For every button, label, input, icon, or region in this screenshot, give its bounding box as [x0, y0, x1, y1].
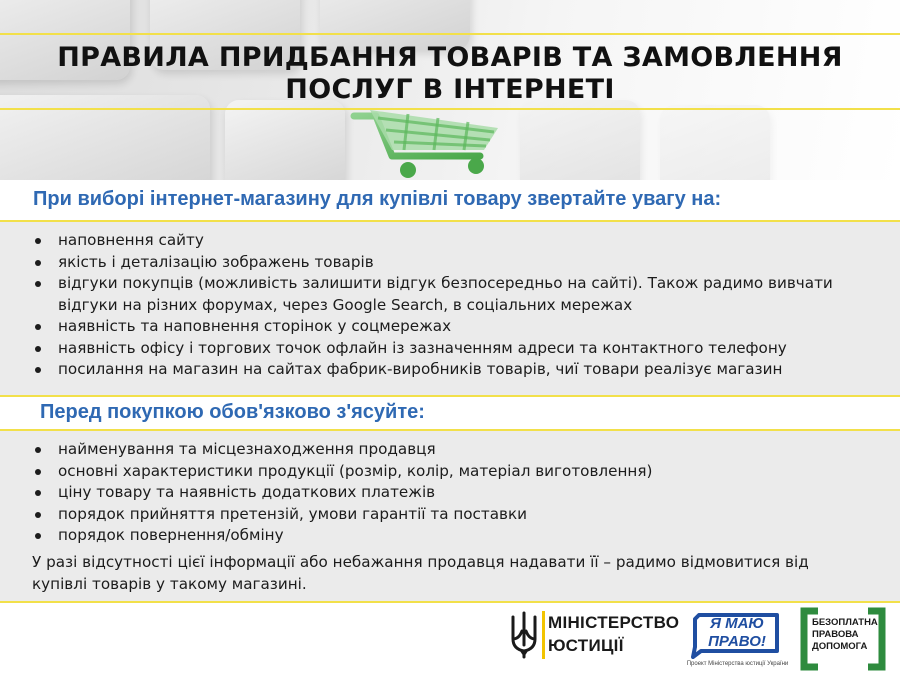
list-item: відгуки покупців (можливість залишити відгук безпосередньо на сайті). Також радимо вивчати відгуки на різних форумах, через Google Search, в соціальних мережах	[32, 273, 900, 316]
header-banner	[0, 0, 900, 180]
list-item: основні характеристики продукції (розмір, колір, матеріал виготовлення)	[32, 461, 900, 483]
shop-choice-panel	[0, 222, 900, 395]
list-item: порядок повернення/обміну	[32, 525, 900, 547]
keyboard-key	[520, 100, 640, 180]
ya-mayu-pravo-caption: Проект Міністерства юстиції України	[686, 661, 789, 667]
title-top-line	[0, 33, 900, 35]
page-title-line-1: ПРАВИЛА ПРИДБАННЯ ТОВАРІВ ТА ЗАМОВЛЕННЯ	[57, 42, 843, 73]
ya-mayu-pravo-logo	[700, 615, 774, 651]
shop-choice-list	[0, 222, 900, 381]
section-heading-shop-choice	[0, 180, 900, 222]
coat-of-arms-icon	[509, 611, 539, 659]
before-purchase-list	[0, 431, 900, 547]
section-heading-before-purchase	[0, 395, 900, 431]
footer-logos	[0, 603, 900, 675]
list-item: порядок прийняття претензій, умови гарантії та поставки	[32, 504, 900, 526]
list-item: наповнення сайту	[32, 230, 900, 252]
before-purchase-panel	[0, 431, 900, 603]
list-item: якість і деталізацію зображень товарів	[32, 252, 900, 274]
keyboard-key	[225, 100, 345, 180]
ya-mayu-pravo-line: ПРАВО!	[708, 633, 766, 650]
ministry-logo-bar	[542, 611, 545, 659]
page-title	[0, 42, 900, 106]
keyboard-key	[660, 105, 770, 180]
warning-note: У разі відсутності цієї інформації або небажання продавця надавати її – радимо відмовитися від купівлі товарів у такому магазині.	[32, 553, 809, 593]
list-item: наявність та наповнення сторінок у соцмережах	[32, 316, 900, 338]
free-legal-aid-logo	[812, 617, 876, 653]
ministry-logo-line: МІНІСТЕРСТВО	[548, 613, 680, 632]
ya-mayu-pravo-line: Я МАЮ	[709, 615, 765, 632]
ministry-logo-line: ЮСТИЦІЇ	[548, 636, 624, 655]
list-item: посилання на магазин на сайтах фабрик-виробників товарів, чиї товари реалізує магазин	[32, 359, 900, 381]
list-item: ціну товару та наявність додаткових платежів	[32, 482, 900, 504]
section-heading-text: При виборі інтернет-магазину для купівлі товару звертайте увагу на:	[33, 188, 722, 210]
section-heading-text: Перед покупкою обов'язково з'ясуйте:	[40, 401, 425, 423]
free-legal-aid-line: ПРАВОВА	[812, 629, 859, 640]
free-legal-aid-line: БЕЗОПЛАТНА	[812, 617, 878, 628]
ministry-logo	[548, 611, 679, 657]
list-item: найменування та місцезнаходження продавця	[32, 439, 900, 461]
list-item: наявність офісу і торгових точок офлайн із зазначенням адреси та контактного телефону	[32, 338, 900, 360]
page-title-line-2: ПОСЛУГ В ІНТЕРНЕТІ	[285, 74, 615, 105]
free-legal-aid-line: ДОПОМОГА	[812, 641, 868, 652]
shopping-cart-icon	[348, 104, 508, 180]
